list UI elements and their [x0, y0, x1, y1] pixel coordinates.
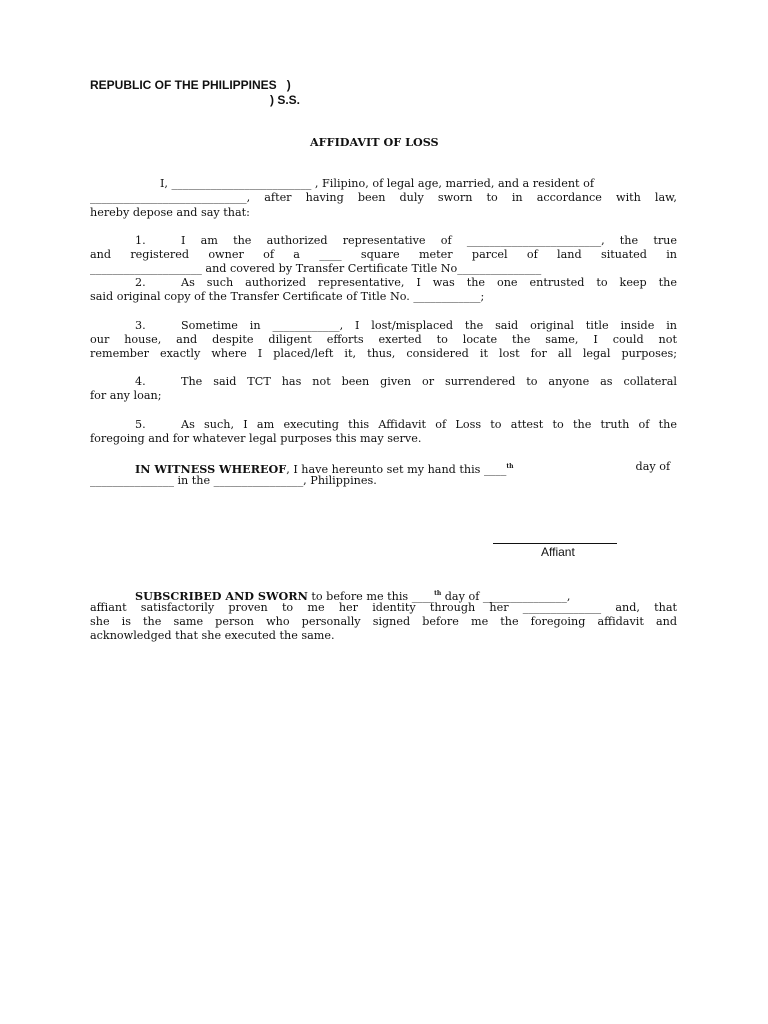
para-3-line-1: Sometime in ____________, I lost/misplaced the said original title inside in [181, 319, 677, 332]
para-3-line-2: our house, and despite diligent efforts exerted to locate the same, I could not [90, 333, 677, 346]
witness-line-1-text: , I have hereunto set my hand this ____ [286, 463, 507, 476]
intro-line-2: ____________________________, after having been duly sworn to in accordance with law, [90, 191, 677, 204]
para-1-line-1: I am the authorized representative of ________________________, the true [181, 234, 677, 247]
para-2-number: 2. [135, 276, 146, 289]
witness-line-1-end: day of [632, 460, 671, 473]
para-2-line-1: As such authorized representative, I was the one entrusted to keep the [181, 276, 677, 289]
para-5-line-1: As such, I am executing this Affidavit of Loss to attest to the truth of the [181, 418, 677, 431]
para-1-number: 1. [135, 234, 146, 247]
witness-line-2: _______________ in the ________________, Philippines. [90, 474, 377, 487]
jurat-ordinal-suffix: th [434, 590, 442, 597]
jurat-line-2: affiant satisfactorily proven to me her identity through her ______________ and, that [90, 601, 677, 614]
para-1-line-2: and registered owner of a ____ square meter parcel of land situated in [90, 248, 677, 261]
witness-lead: IN WITNESS WHEREOF [135, 462, 287, 476]
affiant-signature-line [493, 543, 617, 544]
para-4-number: 4. [135, 375, 146, 388]
para-5-line-2: foregoing and for whatever legal purposes this may serve. [90, 432, 422, 445]
intro-line-3: hereby depose and say that: [90, 206, 250, 219]
para-4-line-1: The said TCT has not been given or surrendered to anyone as collateral [181, 375, 677, 388]
para-2-line-2: said original copy of the Transfer Certificate of Title No. ____________; [90, 290, 485, 303]
caption-republic: REPUBLIC OF THE PHILIPPINES ) [90, 78, 291, 92]
para-1-line-3: ____________________ and covered by Transfer Certificate Title No_______________ [90, 262, 542, 275]
intro-line-1: I, _________________________ , Filipino, of legal age, married, and a resident of [160, 177, 594, 190]
document-title: AFFIDAVIT OF LOSS [310, 135, 439, 149]
jurat-line-1-end: day of _______________, [441, 590, 571, 603]
para-3-line-3: remember exactly where I placed/left it, thus, considered it lost for all legal purposes; [90, 347, 677, 360]
jurat-line-4: acknowledged that she executed the same. [90, 629, 335, 642]
witness-ordinal-suffix: th [506, 463, 514, 470]
jurat-line-1-text: to before me this ____ [307, 590, 435, 603]
caption-ss: ) S.S. [270, 93, 301, 107]
para-4-line-2: for any loan; [90, 389, 162, 402]
para-5-number: 5. [135, 418, 146, 431]
para-3-number: 3. [135, 319, 146, 332]
jurat-lead: SUBSCRIBED AND SWORN [135, 589, 308, 603]
jurat-line-3: she is the same person who personally signed before me the foregoing affidavit and [90, 615, 677, 628]
affiant-label: Affiant [541, 545, 575, 559]
